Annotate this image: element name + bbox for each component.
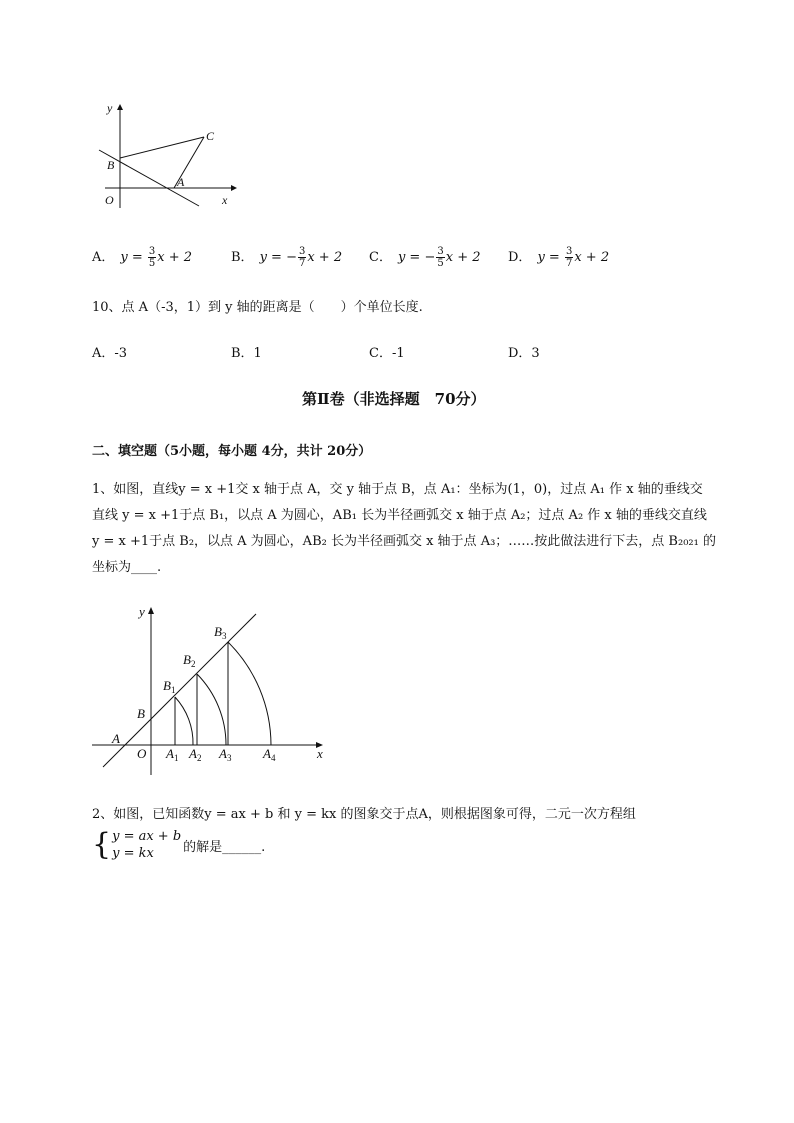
fill1-line3: y = x +1于点 B₂，以点 A 为圆心，AB₂ 长为半径画弧交 x 轴于点 A₃；……按此做法进行下去，点 B₂₀₂₁ 的 (92, 534, 716, 549)
label-y: y (107, 101, 113, 115)
part-two-title: 第Ⅱ卷（非选择题 70分） (302, 390, 486, 408)
left-brace: { (92, 827, 112, 862)
fraction: $\frac{3}{7}$ (298, 246, 306, 269)
label-a4: $A_4$ (263, 746, 276, 763)
label-x: x (222, 193, 228, 207)
label-o: O (137, 746, 147, 761)
label-b2: $B_2$ (183, 652, 196, 669)
label-b: B (137, 706, 145, 721)
label-y: y (139, 604, 145, 619)
fill2-equation-system (92, 828, 265, 862)
y-axis-arrow (117, 104, 123, 110)
fill1-line1: 1、如图，直线y = x +1交 x 轴于点 A，交 y 轴于点 B，点 A₁：坐标为(1，0)，过点 A₁ 作 x 轴的垂线交 (92, 482, 703, 497)
q10-choice-d: D．3 (508, 346, 540, 361)
label-a: A (112, 731, 120, 746)
figure-q9-graph (95, 98, 245, 213)
arc-b2-a3 (197, 674, 226, 745)
y-axis-arrow (148, 607, 154, 614)
label-c: C (206, 129, 215, 143)
fraction: $\frac{3}{7}$ (565, 246, 573, 269)
arc-b1-a2 (175, 697, 193, 745)
q9-choice-d: D． y = $\frac{3}{7}$ x + 2 (508, 246, 610, 269)
label-a3: $A_3$ (219, 746, 232, 763)
figure-fill1-graph (90, 600, 330, 775)
label-a2: $A_2$ (189, 746, 202, 763)
equation-stack (112, 828, 181, 862)
q10-choice-c: C．-1 (369, 346, 405, 361)
q10-choice-b: B．1 (231, 346, 262, 361)
label-a: A (177, 175, 185, 189)
segment-b-c (120, 137, 204, 158)
equation-2: y = kx (112, 846, 154, 861)
q9-choice-a: A． y = $\frac{3}{5}$ x + 2 (92, 246, 193, 269)
q10-choice-a: A．-3 (92, 346, 128, 361)
section-fill-in-heading: 二、填空题（5小题，每小题 4分，共计 20分） (92, 444, 372, 459)
q9-choice-c: C． y = − $\frac{3}{5}$ x + 2 (369, 246, 481, 269)
fill1-line2: 直线 y = x +1于点 B₁，以点 A 为圆心，AB₁ 长为半径画弧交 x 轴于点 A₂；过点 A₂ 作 x 轴的垂线交直线 (92, 508, 707, 523)
label-b3: $B_3$ (214, 624, 227, 641)
equation-1: y = ax + b (112, 829, 182, 844)
label-b: B (107, 158, 115, 172)
x-axis-arrow (231, 185, 237, 191)
q9-choice-b: B． y = − $\frac{3}{7}$ x + 2 (231, 246, 343, 269)
fill1-line4: 坐标为____. (92, 560, 162, 575)
fraction: $\frac{3}{5}$ (437, 246, 444, 269)
arc-b3-a4 (228, 642, 271, 745)
line-y-equals-x-plus-1 (103, 614, 256, 767)
q10-stem: 10、点 A（-3，1）到 y 轴的距离是（ ）个单位长度. (92, 300, 423, 315)
fill2-line1: 2、如图，已知函数y = ax + b 和 y = kx 的图象交于点A，则根据图象可得，二元一次方程组 (92, 807, 636, 822)
label-a1: $A_1$ (166, 746, 179, 763)
label-x: x (317, 746, 323, 761)
label-b1: $B_1$ (163, 678, 176, 695)
label-o: O (105, 193, 114, 207)
fraction: $\frac{3}{5}$ (148, 246, 156, 269)
fill2-tail: 的解是______. (183, 839, 266, 855)
